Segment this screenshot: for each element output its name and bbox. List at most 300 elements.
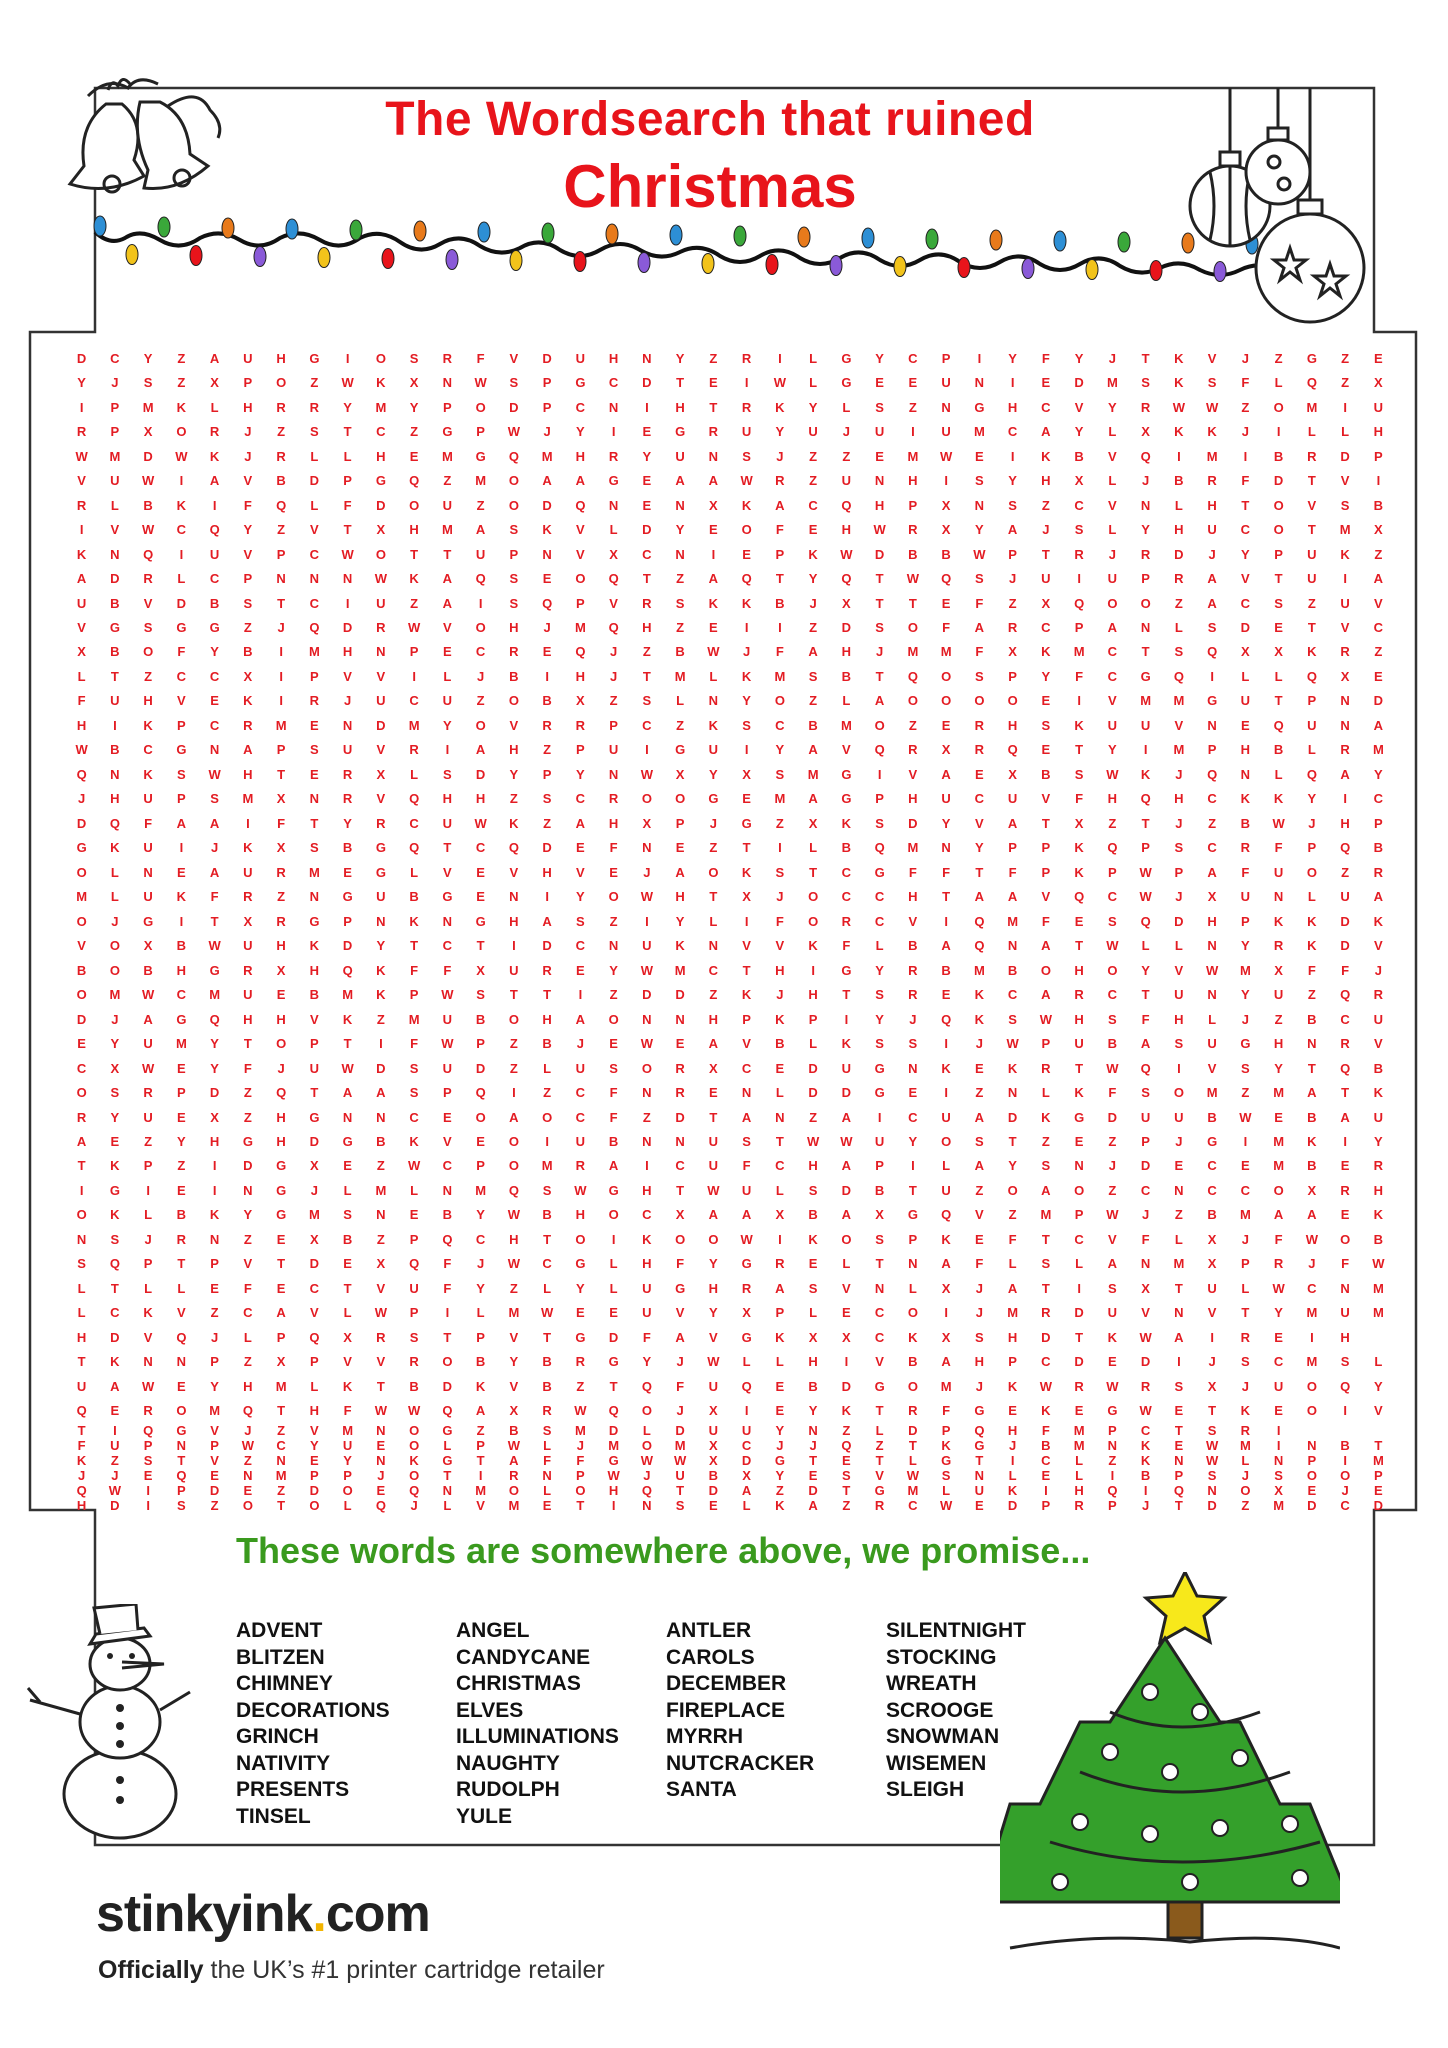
grid-letter: H <box>1273 1036 1284 1052</box>
grid-letter: O <box>409 1437 420 1453</box>
grid-letter: V <box>77 619 86 635</box>
grid-letter: G <box>1240 1036 1251 1052</box>
grid-letter: L <box>1307 742 1316 758</box>
grid-letter: Q <box>209 522 220 538</box>
grid-letter: C <box>1207 840 1217 856</box>
grid-letter: T <box>875 1452 884 1468</box>
grid-letter: U <box>1307 546 1317 562</box>
grid-letter: Y <box>110 1109 120 1125</box>
grid-letter: Y <box>709 766 718 782</box>
grid-letter: F <box>609 1085 618 1101</box>
grid-letter: S <box>875 815 884 831</box>
grid-letter: R <box>509 1467 519 1483</box>
grid-letter: T <box>1274 571 1283 587</box>
grid-letter: B <box>908 1354 918 1370</box>
grid-letter: E <box>1041 375 1051 391</box>
grid-letter: O <box>1107 962 1118 978</box>
grid-letter: K <box>1107 1329 1118 1345</box>
grid-letter: V <box>343 1354 352 1370</box>
grid-letter: K <box>808 938 818 954</box>
grid-letter: G <box>1207 693 1218 709</box>
grid-letter: W <box>1239 1109 1252 1125</box>
grid-letter: C <box>176 522 187 538</box>
grid-letter: H <box>675 889 685 905</box>
grid-letter: I <box>1044 1482 1048 1498</box>
grid-letter: J <box>1208 546 1216 562</box>
grid-letter: N <box>1007 1085 1018 1101</box>
grid-letter: E <box>675 1036 685 1052</box>
grid-letter: M <box>275 717 287 733</box>
grid-letter: I <box>246 815 250 831</box>
grid-letter: J <box>876 644 884 660</box>
grid-letter: L <box>1108 473 1117 489</box>
grid-letter: Q <box>76 766 87 782</box>
grid-letter: J <box>1142 1207 1150 1223</box>
grid-letter: E <box>310 1452 319 1468</box>
grid-letter: R <box>76 1109 87 1125</box>
grid-letter: N <box>1340 717 1350 733</box>
grid-letter: Y <box>110 1036 120 1052</box>
grid-letter: G <box>941 1452 952 1468</box>
grid-letter: W <box>1039 1378 1053 1394</box>
grid-letter: U <box>1240 693 1251 709</box>
grid-letter: P <box>243 375 253 391</box>
grid-letter: B <box>110 644 120 660</box>
grid-letter: L <box>1108 424 1117 440</box>
grid-letter: A <box>941 1256 951 1272</box>
grid-letter: H <box>675 399 685 415</box>
grid-letter: L <box>1174 497 1183 513</box>
grid-letter: Z <box>1108 1134 1117 1149</box>
grid-letter: V <box>908 766 918 782</box>
grid-letter: V <box>343 668 352 684</box>
grid-letter: V <box>509 1378 519 1394</box>
grid-letter: O <box>575 1482 586 1498</box>
grid-letter: G <box>375 864 386 880</box>
grid-letter: Y <box>875 962 884 978</box>
grid-letter: E <box>709 522 718 538</box>
word-list-item: NAUGHTY <box>456 1751 560 1775</box>
grid-letter: Z <box>376 1011 385 1027</box>
grid-letter: A <box>1041 424 1051 440</box>
grid-letter: M <box>1007 1305 1019 1321</box>
grid-letter: I <box>877 766 882 782</box>
grid-letter: G <box>974 399 985 415</box>
grid-letter: N <box>76 1231 87 1247</box>
grid-letter: E <box>1274 1109 1283 1125</box>
grid-letter: V <box>310 1011 319 1027</box>
grid-letter: V <box>77 473 86 489</box>
grid-letter: C <box>1207 1158 1217 1174</box>
grid-letter: E <box>1041 693 1051 709</box>
grid-letter: W <box>673 1452 687 1468</box>
grid-letter: T <box>1274 693 1283 709</box>
grid-letter: R <box>608 448 619 464</box>
grid-letter: U <box>1373 399 1384 415</box>
grid-letter: I <box>212 497 217 513</box>
grid-letter: J <box>543 619 551 635</box>
grid-letter: U <box>442 1060 453 1076</box>
grid-letter: O <box>109 938 120 954</box>
grid-letter: X <box>1074 473 1084 489</box>
grid-letter: K <box>841 1036 852 1052</box>
grid-letter: W <box>1372 1256 1385 1272</box>
grid-letter: P <box>1041 864 1051 880</box>
grid-letter: Y <box>1041 668 1051 684</box>
grid-letter: U <box>708 1158 719 1174</box>
grid-letter: H <box>376 448 386 464</box>
grid-letter: F <box>942 619 951 635</box>
grid-letter: P <box>276 742 286 758</box>
grid-letter: M <box>142 399 154 415</box>
grid-letter: D <box>1140 1354 1151 1370</box>
grid-letter: X <box>1207 1256 1217 1272</box>
grid-letter: K <box>1007 1378 1018 1394</box>
grid-letter: P <box>343 473 352 489</box>
grid-letter: Y <box>1008 1158 1017 1174</box>
grid-letter: G <box>309 913 320 929</box>
grid-letter: S <box>675 1497 685 1513</box>
grid-letter: X <box>276 840 286 856</box>
grid-letter: O <box>641 1403 652 1419</box>
word-list-item: YULE <box>456 1804 513 1828</box>
grid-letter: L <box>410 864 419 880</box>
grid-letter: P <box>1141 840 1150 856</box>
grid-letter: P <box>908 1231 918 1247</box>
grid-letter: K <box>1174 424 1184 440</box>
grid-letter: X <box>642 815 652 831</box>
grid-letter: D <box>874 546 885 562</box>
grid-letter: W <box>507 1256 521 1272</box>
grid-letter: N <box>1240 766 1251 782</box>
grid-letter: K <box>974 987 985 1003</box>
grid-letter: O <box>1306 864 1317 880</box>
grid-letter: C <box>442 938 453 954</box>
grid-letter: O <box>409 1467 420 1483</box>
grid-letter: T <box>443 1467 452 1483</box>
grid-letter: O <box>1007 1182 1018 1198</box>
grid-letter: U <box>143 1036 153 1052</box>
grid-letter: H <box>841 522 852 538</box>
grid-letter: S <box>110 1231 120 1247</box>
grid-letter: W <box>640 1452 654 1468</box>
grid-letter: M <box>209 987 221 1003</box>
grid-letter: G <box>109 1182 120 1198</box>
grid-letter: S <box>1274 595 1283 611</box>
grid-letter: Q <box>841 497 852 513</box>
grid-letter: O <box>1074 1182 1085 1198</box>
grid-letter: N <box>974 1467 985 1483</box>
grid-letter: A <box>1373 717 1384 733</box>
grid-letter: P <box>1307 840 1317 856</box>
grid-letter: O <box>109 962 120 978</box>
grid-letter: E <box>343 1256 352 1272</box>
grid-letter: I <box>1210 1329 1214 1345</box>
grid-letter: R <box>874 1497 885 1513</box>
grid-letter: D <box>309 1256 320 1272</box>
grid-letter: D <box>741 1452 752 1468</box>
grid-letter: Z <box>144 1134 153 1149</box>
grid-letter: Z <box>1174 1207 1183 1223</box>
grid-letter: B <box>708 1467 719 1483</box>
grid-letter: J <box>809 1437 817 1453</box>
grid-letter: W <box>540 1305 554 1321</box>
grid-letter: W <box>374 571 388 587</box>
grid-letter: T <box>709 889 718 905</box>
grid-letter: P <box>476 424 485 440</box>
grid-letter: C <box>209 717 220 733</box>
grid-letter: O <box>1107 595 1118 611</box>
grid-letter: C <box>775 1158 785 1174</box>
grid-letter: X <box>941 1329 951 1345</box>
grid-letter: C <box>974 791 985 807</box>
grid-letter: E <box>709 619 718 635</box>
grid-letter: E <box>243 1482 253 1498</box>
grid-letter: J <box>975 1280 983 1296</box>
grid-letter: O <box>641 1437 652 1453</box>
grid-letter: Y <box>343 815 352 831</box>
grid-letter: F <box>177 644 186 660</box>
grid-letter: E <box>975 1060 984 1076</box>
grid-letter: P <box>177 791 186 807</box>
grid-letter: J <box>1142 1497 1150 1513</box>
grid-letter: M <box>1239 1437 1251 1453</box>
grid-letter: N <box>309 571 320 587</box>
grid-letter: I <box>645 742 649 758</box>
grid-letter: K <box>741 864 752 880</box>
tagline-bold: Officially <box>98 1956 204 1984</box>
grid-letter: V <box>775 938 785 954</box>
grid-letter: F <box>410 1036 419 1052</box>
grid-letter: A <box>841 1109 852 1125</box>
grid-letter: P <box>1041 840 1051 856</box>
grid-letter: Q <box>608 1403 619 1419</box>
grid-letter: C <box>76 1060 87 1076</box>
grid-letter: K <box>741 987 752 1003</box>
grid-letter: U <box>1240 889 1251 905</box>
grid-letter: V <box>1174 717 1184 733</box>
word-list-item: CHRISTMAS <box>456 1672 581 1695</box>
grid-letter: C <box>1107 668 1118 684</box>
grid-letter: U <box>808 424 818 440</box>
grid-letter: N <box>708 448 719 464</box>
grid-letter: S <box>875 987 884 1003</box>
grid-letter: L <box>543 1280 552 1296</box>
grid-letter: D <box>110 571 120 587</box>
grid-letter: N <box>1140 1256 1151 1272</box>
grid-letter: Z <box>1108 815 1117 831</box>
grid-letter: W <box>607 1467 620 1483</box>
grid-letter: I <box>744 619 749 635</box>
grid-letter: W <box>840 1134 853 1149</box>
grid-letter: J <box>244 424 252 440</box>
grid-letter: E <box>742 791 751 807</box>
grid-letter: I <box>512 938 516 954</box>
grid-letter: K <box>1041 644 1051 660</box>
grid-letter: L <box>1108 522 1117 538</box>
grid-letter: I <box>113 1422 117 1438</box>
grid-letter: T <box>809 1452 818 1468</box>
grid-letter: X <box>742 1305 751 1321</box>
grid-letter: U <box>675 1467 685 1483</box>
grid-letter: X <box>742 1467 751 1483</box>
grid-letter: X <box>1340 668 1350 684</box>
grid-letter: Z <box>509 1280 518 1296</box>
grid-letter: S <box>509 522 519 538</box>
grid-letter: V <box>1340 473 1350 489</box>
grid-letter: M <box>907 840 919 856</box>
grid-letter: F <box>775 522 784 538</box>
grid-letter: K <box>1074 864 1084 880</box>
word-list-item: ILLUMINATIONS <box>456 1725 619 1748</box>
grid-letter: T <box>110 668 119 684</box>
grid-letter: F <box>443 1256 452 1272</box>
grid-letter: M <box>175 1036 187 1052</box>
grid-letter: A <box>1041 1182 1051 1198</box>
grid-letter: Q <box>375 1497 386 1513</box>
grid-letter: Z <box>243 1231 252 1247</box>
grid-letter: D <box>608 1329 619 1345</box>
grid-letter: J <box>1374 962 1382 978</box>
grid-letter: A <box>1174 1329 1184 1345</box>
grid-letter: P <box>1307 1452 1317 1468</box>
grid-letter: A <box>708 1036 719 1052</box>
grid-letter: I <box>944 913 948 929</box>
grid-letter: I <box>79 1182 84 1198</box>
grid-letter: V <box>177 693 186 709</box>
grid-letter: W <box>507 1207 521 1223</box>
grid-letter: K <box>475 1378 486 1394</box>
grid-letter: T <box>277 1497 286 1513</box>
grid-letter: M <box>940 644 952 660</box>
grid-letter: X <box>1241 644 1250 660</box>
grid-letter: T <box>1208 1403 1217 1419</box>
grid-letter: O <box>342 1482 353 1498</box>
grid-letter: L <box>609 522 618 538</box>
grid-letter: O <box>1173 1085 1184 1101</box>
grid-letter: G <box>176 619 187 635</box>
grid-letter: Z <box>1307 987 1316 1003</box>
grid-letter: F <box>277 815 286 831</box>
grid-letter: O <box>508 693 519 709</box>
grid-letter: C <box>309 595 320 611</box>
grid-letter: I <box>1276 1422 1281 1438</box>
grid-letter: Q <box>176 1329 187 1345</box>
grid-letter: R <box>276 864 286 880</box>
grid-letter: P <box>1108 864 1117 880</box>
grid-letter: Q <box>941 1207 952 1223</box>
grid-letter: S <box>1141 375 1150 391</box>
grid-letter: A <box>808 742 818 758</box>
grid-letter: A <box>209 864 220 880</box>
grid-letter: M <box>508 1305 520 1321</box>
grid-letter: S <box>1174 1036 1184 1052</box>
grid-letter: P <box>310 1354 319 1370</box>
grid-letter: M <box>308 1207 320 1223</box>
grid-letter: D <box>309 1134 320 1149</box>
grid-letter: L <box>1141 938 1150 954</box>
grid-letter: D <box>110 1329 120 1345</box>
grid-letter: S <box>243 595 253 611</box>
grid-letter: Q <box>508 840 519 856</box>
grid-letter: C <box>908 1109 918 1125</box>
grid-letter: J <box>709 815 717 831</box>
grid-letter: C <box>642 546 652 562</box>
grid-letter: Y <box>310 1437 319 1453</box>
grid-letter: V <box>1207 1305 1217 1321</box>
grid-letter: C <box>841 864 852 880</box>
grid-letter: E <box>1041 1467 1051 1483</box>
grid-letter: I <box>811 962 815 978</box>
grid-letter: E <box>941 595 951 611</box>
grid-letter: Z <box>1041 1134 1050 1149</box>
grid-letter: C <box>1207 1182 1217 1198</box>
grid-letter: K <box>110 1158 120 1174</box>
grid-letter: K <box>110 1354 120 1370</box>
grid-letter: L <box>809 840 818 856</box>
grid-letter: G <box>608 473 619 489</box>
grid-letter: N <box>243 1182 253 1198</box>
grid-letter: K <box>908 1329 918 1345</box>
grid-letter: C <box>1107 987 1118 1003</box>
grid-letter: V <box>476 1497 485 1513</box>
grid-letter: U <box>708 1134 719 1149</box>
grid-letter: X <box>143 424 153 440</box>
grid-letter: U <box>475 546 486 562</box>
grid-letter: D <box>475 1060 486 1076</box>
grid-letter: T <box>709 399 718 415</box>
grid-letter: A <box>841 1207 852 1223</box>
grid-letter: V <box>310 1305 319 1321</box>
grid-letter: C <box>874 889 885 905</box>
grid-letter: X <box>77 644 86 660</box>
grid-letter: N <box>608 497 619 513</box>
grid-letter: C <box>808 497 818 513</box>
grid-letter: J <box>211 1329 219 1345</box>
grid-letter: L <box>908 1452 917 1468</box>
grid-letter: I <box>445 742 450 758</box>
grid-letter: S <box>542 791 552 807</box>
grid-letter: E <box>1340 1158 1350 1174</box>
grid-letter: W <box>574 1182 587 1198</box>
grid-letter: V <box>1207 1060 1217 1076</box>
grid-letter: R <box>376 1329 386 1345</box>
grid-letter: W <box>939 448 953 464</box>
grid-letter: M <box>475 473 487 489</box>
grid-letter: U <box>841 1060 852 1076</box>
grid-letter: S <box>842 1467 851 1483</box>
grid-letter: N <box>209 1231 220 1247</box>
grid-letter: Z <box>543 815 552 831</box>
grid-letter: T <box>908 1437 917 1453</box>
grid-letter: N <box>642 1085 652 1101</box>
grid-letter: V <box>376 791 386 807</box>
grid-letter: I <box>1077 1280 1081 1296</box>
grid-letter: X <box>576 693 585 709</box>
grid-letter: W <box>241 1437 255 1453</box>
grid-letter: C <box>176 668 187 684</box>
grid-letter: P <box>443 1085 452 1101</box>
grid-letter: C <box>575 1109 586 1125</box>
grid-letter: Z <box>775 1482 784 1498</box>
grid-letter: E <box>1374 350 1383 366</box>
grid-letter: Q <box>143 1422 154 1438</box>
grid-letter: C <box>775 717 785 733</box>
grid-letter: J <box>1108 546 1116 562</box>
grid-letter: D <box>808 1482 818 1498</box>
grid-letter: V <box>1241 571 1250 587</box>
grid-letter: R <box>1373 1158 1384 1174</box>
